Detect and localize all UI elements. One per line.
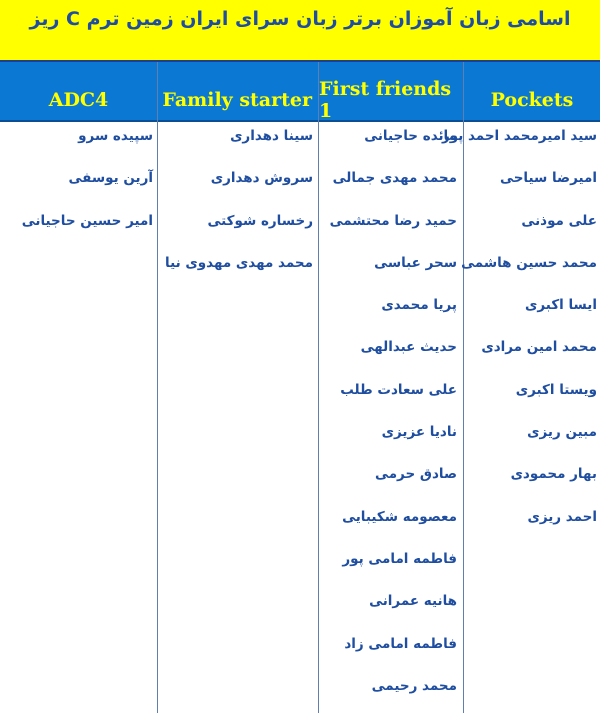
list-item: محمد حسین هاشمی	[461, 254, 597, 271]
list-item: نادیا عزیزی	[381, 424, 457, 441]
list-item: سپیده سرو	[78, 128, 153, 144]
title-bar	[0, 0, 600, 62]
list-item: علی موذنی	[521, 212, 597, 229]
column-pockets	[441, 122, 597, 545]
list-item: سید امیرمحمد احمد پور	[441, 128, 597, 144]
list-item: محمد امین مرادی	[481, 339, 597, 356]
list-item: بهار محمودی	[510, 466, 597, 483]
column-header-adc4: ADC4	[48, 89, 109, 111]
list-item: ویستا اکبری	[515, 381, 597, 398]
column-header-first-friends: First friends 1	[319, 78, 452, 122]
list-item: صادق حرمی	[375, 466, 457, 483]
list-item: حدیث عبدالهی	[360, 339, 457, 356]
list-item: محمد رحیمی	[371, 677, 457, 694]
list-item: مبین ریزی	[527, 424, 597, 441]
column-first-friends	[319, 122, 457, 714]
list-item: سحر عباسی	[374, 254, 457, 271]
column-header-pockets: Pockets	[490, 89, 574, 111]
list-item: محمد مهدی جمالی	[332, 170, 457, 187]
list-item: معصومه شکیبایی	[342, 508, 457, 525]
list-item: هانیه عمرانی	[369, 593, 457, 610]
list-item: پریا محمدی	[381, 297, 457, 314]
column-adc4	[2, 122, 153, 249]
list-item: فاطمه امامی پور	[342, 550, 457, 567]
page-title: اسامی زبان آموزان برتر زبان سرای ایران زمین ترم C ریز	[29, 8, 571, 30]
list-item: ایسا اکبری	[525, 297, 597, 314]
list-item: فاطمه امامی زاد	[344, 635, 457, 652]
column-header-family-starter: Family starter	[162, 89, 312, 111]
list-item: آرین یوسفی	[68, 170, 153, 187]
list-item: امیر حسین حاجیانی	[21, 212, 153, 229]
list-item: امیرضا سیاحی	[500, 170, 597, 187]
list-item: رخساره شوکتی	[207, 212, 313, 229]
list-item: سینا دهداری	[230, 128, 313, 144]
list-item: محمد مهدی مهدوی نیا	[165, 254, 313, 271]
column-family-starter	[158, 122, 313, 291]
list-item: علی سعادت طلب	[340, 381, 457, 398]
list-item: سروش دهداری	[210, 170, 313, 187]
list-item: احمد ریزی	[527, 508, 597, 525]
list-item: حمید رضا محتشمی	[329, 212, 457, 229]
list-item: مائده حاجیانی	[364, 128, 457, 144]
